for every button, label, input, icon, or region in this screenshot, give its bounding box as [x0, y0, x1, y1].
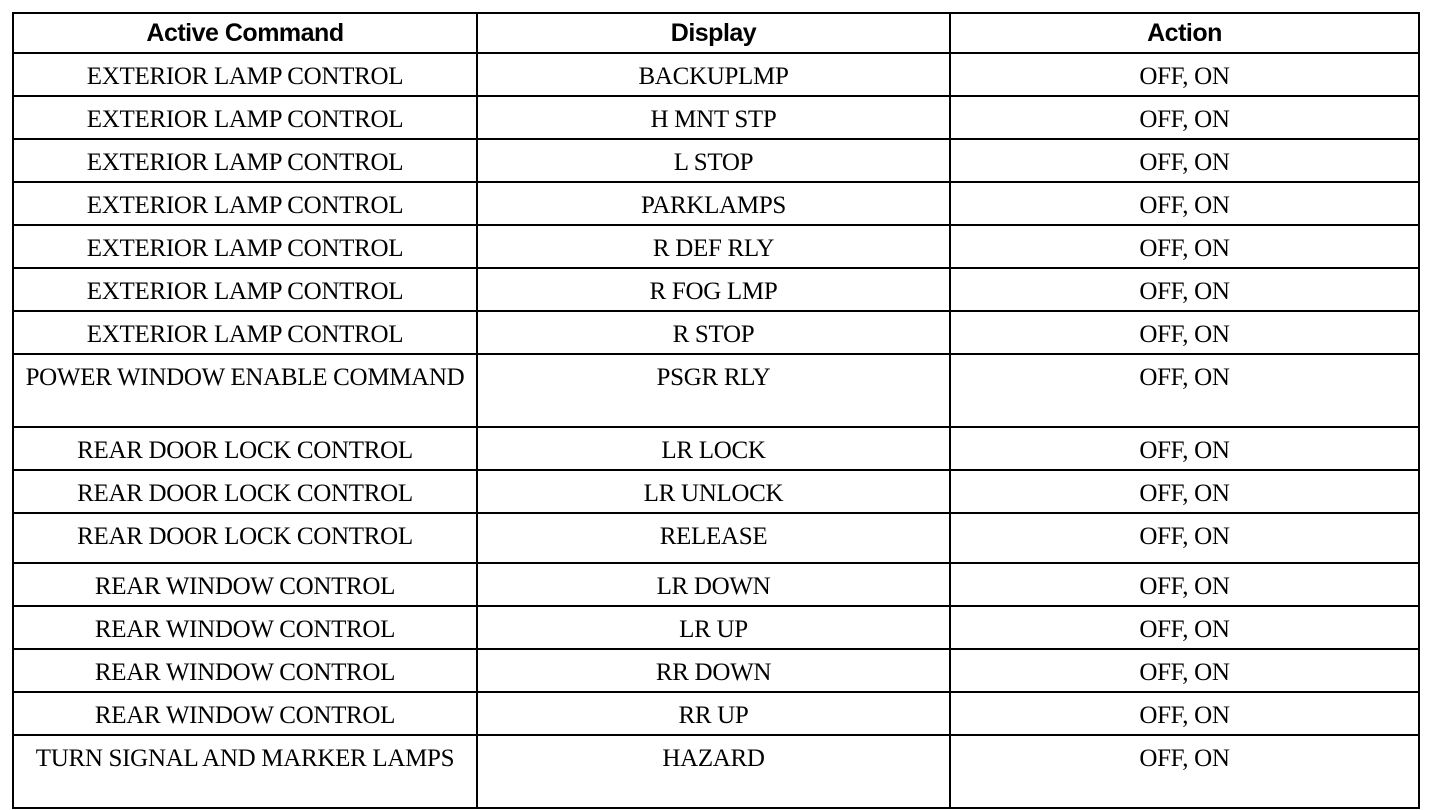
column-header-display: Display: [477, 13, 950, 53]
display-cell: LR DOWN: [477, 563, 950, 606]
action-cell: OFF, ON: [950, 470, 1419, 513]
display-cell: R FOG LMP: [477, 268, 950, 311]
display-cell: PSGR RLY: [477, 354, 950, 427]
action-cell: OFF, ON: [950, 427, 1419, 470]
display-cell: LR UP: [477, 606, 950, 649]
column-header-active-command: Active Command: [13, 13, 477, 53]
command-cell: EXTERIOR LAMP CONTROL: [13, 311, 477, 354]
command-cell: REAR WINDOW CONTROL: [13, 692, 477, 735]
column-header-action: Action: [950, 13, 1419, 53]
display-cell: RELEASE: [477, 513, 950, 563]
display-cell: LR UNLOCK: [477, 470, 950, 513]
display-cell: HAZARD: [477, 735, 950, 808]
action-cell: OFF, ON: [950, 735, 1419, 808]
table-row: [13, 427, 1419, 470]
display-cell: L STOP: [477, 139, 950, 182]
header-row: [13, 13, 1419, 53]
table-row: [13, 606, 1419, 649]
command-cell: REAR WINDOW CONTROL: [13, 606, 477, 649]
command-cell: EXTERIOR LAMP CONTROL: [13, 96, 477, 139]
command-cell: REAR DOOR LOCK CONTROL: [13, 427, 477, 470]
action-cell: OFF, ON: [950, 225, 1419, 268]
command-cell: EXTERIOR LAMP CONTROL: [13, 182, 477, 225]
action-cell: OFF, ON: [950, 268, 1419, 311]
command-cell: EXTERIOR LAMP CONTROL: [13, 53, 477, 96]
command-cell: REAR WINDOW CONTROL: [13, 563, 477, 606]
table-row: [13, 354, 1419, 427]
display-cell: R STOP: [477, 311, 950, 354]
action-cell: OFF, ON: [950, 53, 1419, 96]
action-cell: OFF, ON: [950, 311, 1419, 354]
action-cell: OFF, ON: [950, 513, 1419, 563]
command-cell: EXTERIOR LAMP CONTROL: [13, 225, 477, 268]
action-cell: OFF, ON: [950, 96, 1419, 139]
active-command-table: [12, 12, 1420, 809]
action-cell: OFF, ON: [950, 182, 1419, 225]
table-row: [13, 53, 1419, 96]
display-cell: LR LOCK: [477, 427, 950, 470]
table-row: [13, 182, 1419, 225]
table-row: [13, 649, 1419, 692]
action-cell: OFF, ON: [950, 692, 1419, 735]
command-cell: TURN SIGNAL AND MARKER LAMPS: [13, 735, 477, 808]
command-cell: POWER WINDOW ENABLE COMMAND: [13, 354, 477, 427]
display-cell: RR DOWN: [477, 649, 950, 692]
table-row: [13, 139, 1419, 182]
action-cell: OFF, ON: [950, 354, 1419, 427]
table-row: [13, 96, 1419, 139]
action-cell: OFF, ON: [950, 606, 1419, 649]
table-row: [13, 470, 1419, 513]
command-cell: REAR WINDOW CONTROL: [13, 649, 477, 692]
action-cell: OFF, ON: [950, 563, 1419, 606]
command-cell: EXTERIOR LAMP CONTROL: [13, 268, 477, 311]
table-row: [13, 513, 1419, 563]
command-cell: REAR DOOR LOCK CONTROL: [13, 470, 477, 513]
table-row: [13, 563, 1419, 606]
display-cell: RR UP: [477, 692, 950, 735]
table-row: [13, 311, 1419, 354]
display-cell: H MNT STP: [477, 96, 950, 139]
action-cell: OFF, ON: [950, 649, 1419, 692]
display-cell: R DEF RLY: [477, 225, 950, 268]
command-cell: REAR DOOR LOCK CONTROL: [13, 513, 477, 563]
table-row: [13, 735, 1419, 808]
action-cell: OFF, ON: [950, 139, 1419, 182]
display-cell: PARKLAMPS: [477, 182, 950, 225]
table-row: [13, 692, 1419, 735]
display-cell: BACKUPLMP: [477, 53, 950, 96]
table-row: [13, 268, 1419, 311]
table-row: [13, 225, 1419, 268]
command-cell: EXTERIOR LAMP CONTROL: [13, 139, 477, 182]
